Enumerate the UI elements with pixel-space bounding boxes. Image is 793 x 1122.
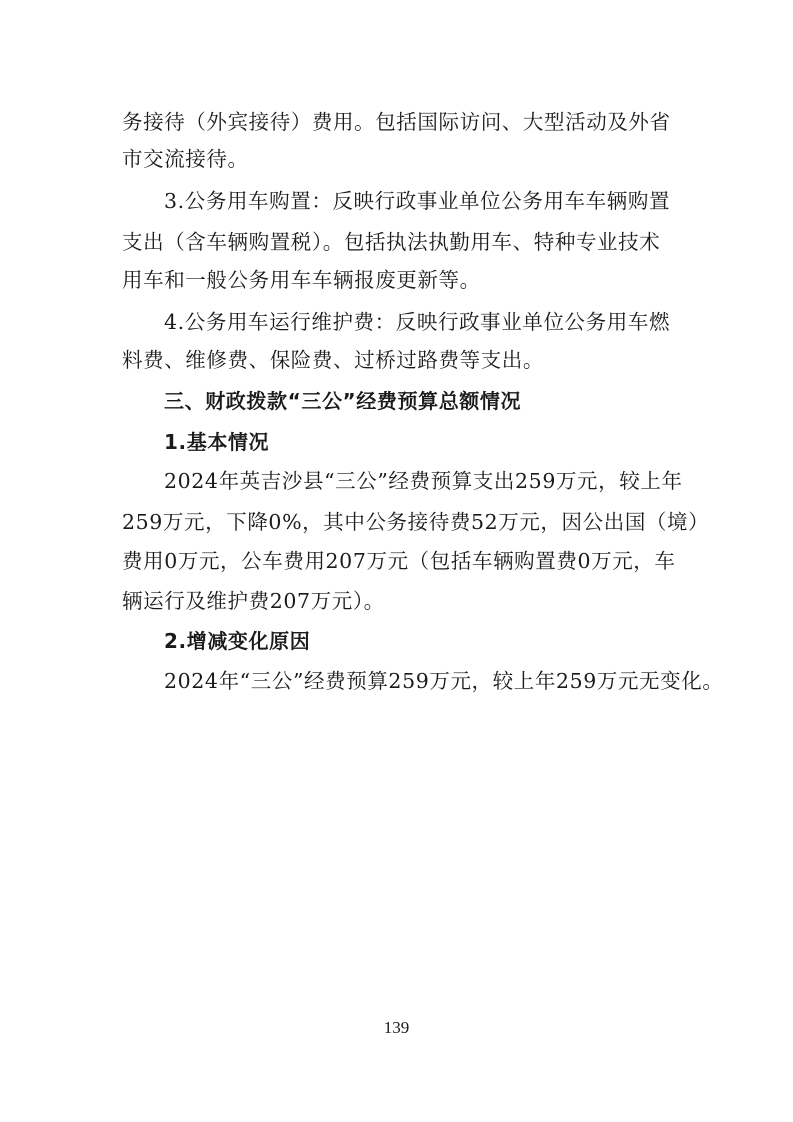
body-text-line: 料费、维修费、保险费、过桥过路费等支出。 xyxy=(122,348,544,372)
body-text-line: 辆运行及维护费207万元）。 xyxy=(122,589,385,613)
body-text-line: 3.公务用车购置：反映行政事业单位公务用车车辆购置 xyxy=(164,189,671,213)
body-text-line: 务接待（外宾接待）费用。包括国际访问、大型活动及外省 xyxy=(122,110,671,134)
body-text-line: 用车和一般公务用车车辆报废更新等。 xyxy=(122,268,481,292)
body-text-line: 2024年“三公”经费预算259万元，较上年259万元无变化。 xyxy=(164,669,724,693)
subsection-heading: 2.增减变化原因 xyxy=(164,629,311,653)
body-text-line: 4.公务用车运行维护费：反映行政事业单位公务用车燃 xyxy=(164,310,671,334)
subsection-heading: 1.基本情况 xyxy=(164,430,270,454)
page-number: 139 xyxy=(383,1018,410,1037)
section-heading: 三、财政拨款“三公”经费预算总额情况 xyxy=(164,389,522,413)
body-text-line: 市交流接待。 xyxy=(122,147,249,171)
body-text-line: 费用0万元，公车费用207万元（包括车辆购置费0万元，车 xyxy=(122,549,676,573)
body-text-line: 支出（含车辆购置税）。包括执法执勤用车、特种专业技术 xyxy=(122,230,661,254)
body-text-line: 2024年英吉沙县“三公”经费预算支出259万元，较上年 xyxy=(164,469,683,493)
body-text-line: 259万元，下降0%，其中公务接待费52万元，因公出国（境） xyxy=(122,510,710,534)
